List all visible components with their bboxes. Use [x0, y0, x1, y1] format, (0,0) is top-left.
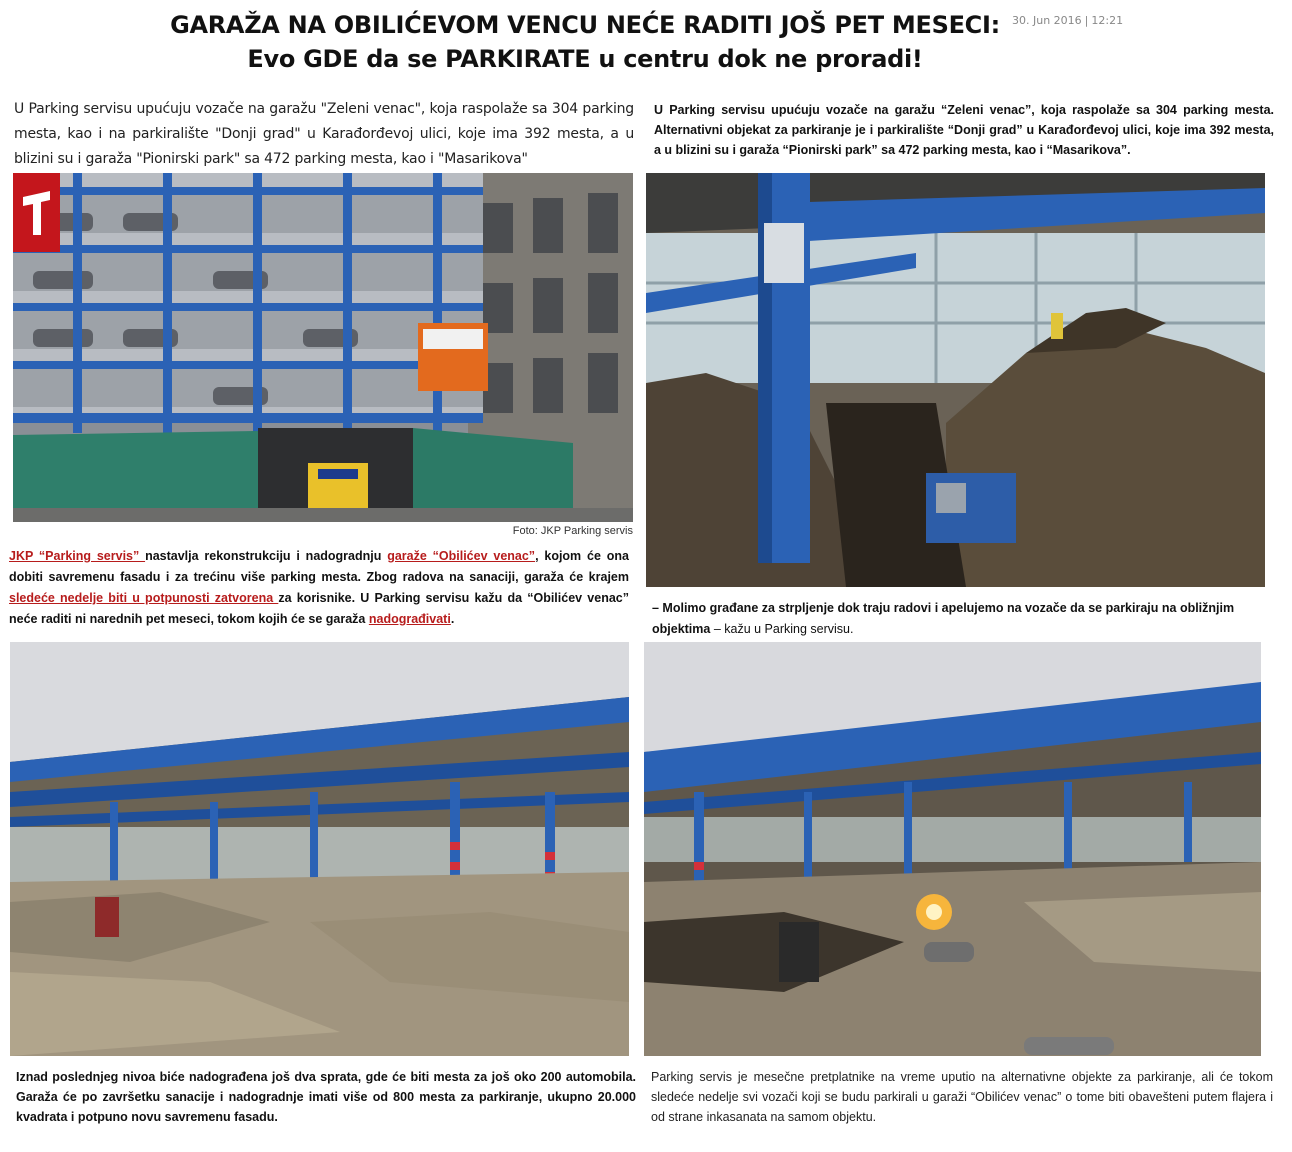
- quote-bold: – Molimo građane za strpljenje dok traju radovi i apelujemo na vozače da se parkiraju na obližnjim objektima: [652, 601, 1235, 636]
- mid-text-1: nastavlja rekonstrukciju i nadogradnju: [145, 549, 388, 563]
- intro-paragraph-right: U Parking servisu upućuju vozače na garažu “Zeleni venac”, koja raspolaže sa 304 parking mesta. Alternativni objekat za parkiranje je i parkiralište “Donji grad” u Karađorđevoj ulici, koje ima 392 mesta, a u blizini su i garaža “Pionirski park” sa 472 parking mesta, kao i “Masarikova”.: [654, 103, 1274, 157]
- photo-excavation: [646, 173, 1265, 587]
- intro-paragraph-left: U Parking servisu upućuju vozače na garažu "Zeleni venac", koja raspolaže sa 304 parking mesta, kao i na parkiralište "Donji grad" u Karađorđevoj ulici, koje ima 392 mesta, a u blizini su i garaža "Pionirski park" sa 472 parking mesta, kao i "Masarikova": [14, 101, 634, 167]
- quote-paragraph: [652, 598, 1274, 636]
- headline-line-1: GARAŽA NA OBILIĆEVOM VENCU NEĆE RADITI JOŠ PET MESECI:: [170, 11, 1000, 39]
- mid-text-3: za korisnike. U Parking servisu kažu da “Obilićev venac” neće raditi ni narednih pet meseci, tokom kojih će se garaža: [9, 591, 629, 626]
- mid-text-4: .: [450, 612, 455, 626]
- headline-line-2: Evo GDE da se PARKIRATE u centru dok ne proradi!: [247, 45, 923, 73]
- article-time: 12:21: [1091, 14, 1124, 27]
- bottom-left-paragraph: Iznad poslednjeg nivoa biće nadograđena još dva sprata, gde će biti mesta za još oko 200 automobila. Garaža će po završetku sanacije i nadogradnje imati više od 800 mesta za parkiranje, ukupno 20.000 kvadrata i potpuno novu savremenu fasadu.: [16, 1070, 636, 1124]
- article-date: 30. Jun 2016: [1012, 14, 1082, 27]
- article-dateline: [1012, 14, 1123, 27]
- link-parking-servis[interactable]: JKP “Parking servis”: [9, 549, 146, 563]
- bottom-right-paragraph: Parking servis je mesečne pretplatnike na vreme uputio na alternativne objekte za parkiranje, ali će tokom sledeće nedelje svi vozači koji se budu parkirali u garaži “Obilićev venac” o tome biti obavešteni putem flajera i od strane inkasanata na samom objektu.: [651, 1070, 1273, 1124]
- dateline-separator: |: [1084, 14, 1089, 27]
- reconstruction-paragraph: [9, 546, 629, 630]
- article-headline: [120, 8, 1050, 76]
- photo-interior-left: [10, 642, 629, 1056]
- link-nadogradjivati[interactable]: nadograđivati: [368, 612, 451, 626]
- link-garaza-obilicev-venac[interactable]: garaže “Obilićev venac”: [387, 549, 536, 563]
- photo-garage-exterior: [13, 173, 633, 522]
- photo-caption: Foto: JKP Parking servis: [512, 525, 633, 537]
- photo-interior-welding: [644, 642, 1261, 1056]
- site-logo: [13, 173, 60, 252]
- link-zatvorena[interactable]: sledeće nedelje biti u potpunosti zatvorena: [9, 591, 279, 605]
- quote-attribution: – kažu u Parking servisu.: [710, 622, 854, 636]
- mid-text-2: , kojom će ona dobiti savremenu fasadu i za trećinu više parking mesta. Zbog radova na sanaciji, garaža će krajem: [9, 549, 629, 584]
